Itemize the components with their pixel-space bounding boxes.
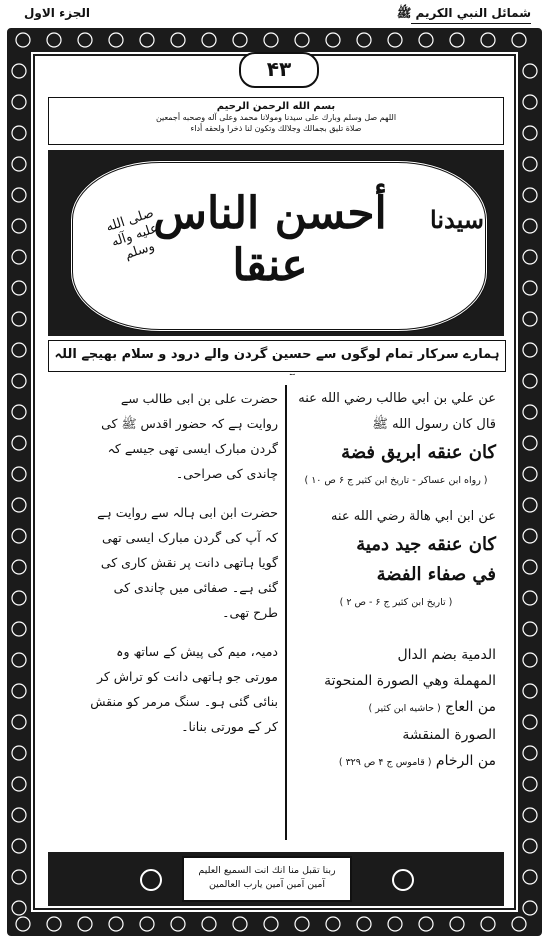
urdu-column — [88, 386, 278, 739]
column-divider — [285, 385, 287, 840]
definition-line-1: الدمية بضم الدال — [397, 647, 496, 663]
definition-reference-2: ( قاموس ج ۴ ص ۳۲۹ ) — [338, 757, 432, 768]
invocation-line-1: اللهم صل وسلم وبارك على سيدنا ومولانا محمد وعلى آله وصحبه أجمعين — [155, 113, 397, 122]
footer-prayer — [182, 856, 352, 902]
hadith-2-text-1: كان عنقه جيد دمية — [356, 534, 496, 555]
urdu-paragraph-3: دمیہ، میم کی پیش کے ساتھ وہ مورتی جو ہاتھی دانت کو تراش کر بنائی گئی ہو۔ سنگ مرمر کو منقش کر کے مورتی بنانا۔ — [90, 644, 278, 734]
page-title: أحسن الناس عنقا — [153, 188, 387, 291]
definition-line-3 — [296, 694, 496, 722]
bismillah: بسم الله الرحمن الرحيم — [216, 101, 336, 112]
footer-line-1: ربنا تقبل منا انك انت السميع العليم — [198, 865, 336, 876]
page-number: ۴۳ — [239, 52, 319, 88]
title-sayyid: سيدنا — [430, 205, 484, 234]
urdu-paragraph-2: حضرت ابن ابی ہالہ سے روایت ہے کہ آپ کی گردن مبارک ایسی تھی گویا ہاتھی دانت پر نقش کاری کی گئی ہے۔ صفائی میں چاندی کی طرح تھی۔ — [97, 505, 278, 620]
definition-line-2: المهملة وهي الصورة المنحوتة — [324, 673, 496, 689]
hadith-1-intro: عن علي بن ابي طالب رضي الله عنه — [298, 391, 496, 406]
hadith-1-text: كان عنقه ابريق فضة — [341, 442, 496, 463]
definition-text-3: من العاج — [445, 699, 496, 715]
footer-ornament-left — [140, 869, 162, 891]
part-label: الجزء الاول — [24, 6, 90, 20]
hadith-2-intro: عن ابن ابي هالة رضي الله عنه — [330, 509, 496, 524]
hadith-1-said: قال كان رسول الله ﷺ — [372, 417, 496, 432]
subtitle-banner: ہمارے سرکار تمام لوگوں سے حسین گردن والے درود و سلام بھیجے اللہ — [48, 340, 506, 372]
arabic-column — [296, 386, 496, 776]
definition-line-4: الصورة المنقشة — [402, 727, 496, 743]
title-salawat: صلى الله عليه وآله وسلم — [104, 205, 160, 263]
definition-line-5 — [296, 748, 496, 776]
footer-line-2: آمين آمين آمين يارب العالمين — [208, 879, 326, 890]
urdu-paragraph-1: حضرت علی بن ابی طالب سے روایت ہے کہ حضور اقدس ﷺ کی گردن مبارک ایسی تھی جیسے کہ چاندی کی صراحی۔ — [101, 391, 278, 481]
invocation-box — [48, 97, 504, 145]
hadith-2-reference: ( تاريخ ابن كثير ج ۶ - ص ۲ ) — [339, 597, 453, 608]
definition-reference-1: ( حاشيه ابن كثير ) — [368, 703, 441, 714]
definition-text-5: من الرخام — [435, 753, 496, 769]
invocation-line-2: صلاة تليق بجمالك وجلالك وتكون لنا ذخرا ولحقه أداء — [190, 124, 362, 133]
footer-ornament-right — [392, 869, 414, 891]
book-title: شمائل النبي الكريم ﷺ — [411, 6, 531, 24]
hadith-1-reference: ( رواه ابن عساكر - تاريخ ابن كثير ج ۶ ص ۱۰ ) — [304, 475, 488, 486]
hadith-2-text-2: في صفاء الفضة — [376, 564, 496, 585]
